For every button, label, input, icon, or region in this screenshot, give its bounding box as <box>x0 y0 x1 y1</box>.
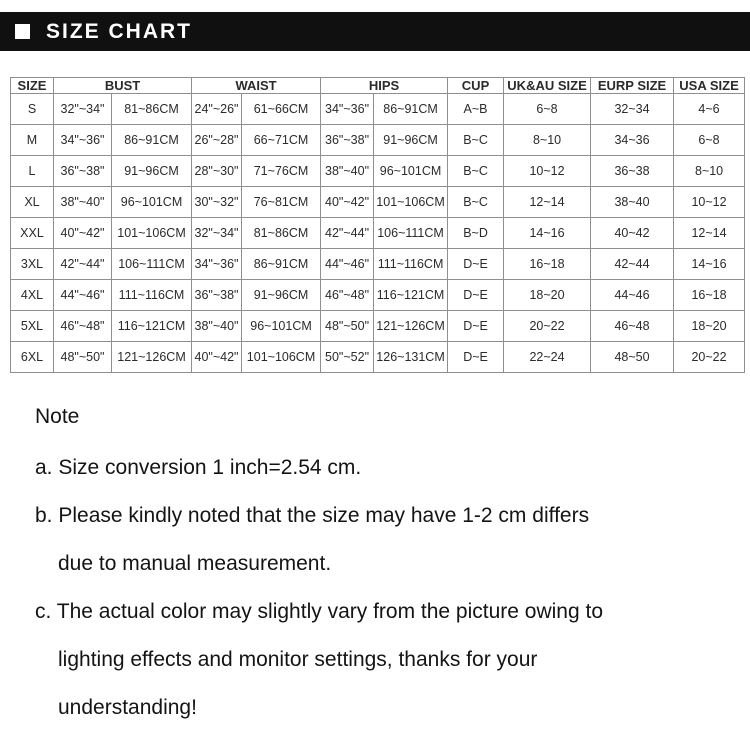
value-cell: 14~16 <box>674 249 745 280</box>
value-cell: 44~46 <box>591 280 674 311</box>
table-row <box>11 342 745 373</box>
value-cell: 14~16 <box>504 218 591 249</box>
value-cell: 116~121CM <box>112 311 192 342</box>
value-cell: 26"~28" <box>192 125 242 156</box>
value-cell: 30"~32" <box>192 187 242 218</box>
note-line: understanding! <box>58 696 197 719</box>
value-cell: B~D <box>448 218 504 249</box>
value-cell: 42~44 <box>591 249 674 280</box>
value-cell: 10~12 <box>504 156 591 187</box>
value-cell: 46"~48" <box>321 280 374 311</box>
size-cell: 3XL <box>11 249 54 280</box>
table-row <box>11 311 745 342</box>
size-cell: 5XL <box>11 311 54 342</box>
column-header-uk-au-size: UK&AU SIZE <box>504 78 591 94</box>
column-header-cup: CUP <box>448 78 504 94</box>
table-row <box>11 156 745 187</box>
value-cell: 34"~36" <box>192 249 242 280</box>
value-cell: 101~106CM <box>242 342 321 373</box>
value-cell: 44"~46" <box>54 280 112 311</box>
value-cell: 96~101CM <box>374 156 448 187</box>
value-cell: 121~126CM <box>374 311 448 342</box>
table-header-row <box>11 78 745 94</box>
table-body <box>11 94 745 373</box>
note-line: c. The actual color may slightly vary from the picture owing to <box>35 600 604 623</box>
size-cell: M <box>11 125 54 156</box>
value-cell: 18~20 <box>674 311 745 342</box>
note-line: b. Please kindly noted that the size may have 1-2 cm differs <box>35 504 590 527</box>
value-cell: 91~96CM <box>242 280 321 311</box>
value-cell: A~B <box>448 94 504 125</box>
size-cell: 4XL <box>11 280 54 311</box>
value-cell: 16~18 <box>674 280 745 311</box>
value-cell: 101~106CM <box>112 218 192 249</box>
table-row <box>11 249 745 280</box>
value-cell: 4~6 <box>674 94 745 125</box>
value-cell: 32"~34" <box>192 218 242 249</box>
notes-list <box>35 444 735 732</box>
table-row <box>11 94 745 125</box>
value-cell: 106~111CM <box>374 218 448 249</box>
value-cell: 44"~46" <box>321 249 374 280</box>
value-cell: D~E <box>448 342 504 373</box>
table-row <box>11 187 745 218</box>
page-title: SIZE CHART <box>46 19 192 43</box>
value-cell: B~C <box>448 156 504 187</box>
column-header-hips: HIPS <box>321 78 448 94</box>
value-cell: 116~121CM <box>374 280 448 311</box>
value-cell: 91~96CM <box>112 156 192 187</box>
value-cell: 96~101CM <box>112 187 192 218</box>
value-cell: 36"~38" <box>321 125 374 156</box>
value-cell: 46"~48" <box>54 311 112 342</box>
note-line: due to manual measurement. <box>58 552 332 575</box>
value-cell: 34"~36" <box>54 125 112 156</box>
value-cell: 126~131CM <box>374 342 448 373</box>
size-cell: XXL <box>11 218 54 249</box>
value-cell: 38"~40" <box>192 311 242 342</box>
table-row <box>11 125 745 156</box>
value-cell: 111~116CM <box>374 249 448 280</box>
square-bullet-icon <box>15 24 30 39</box>
value-cell: 61~66CM <box>242 94 321 125</box>
table-row <box>11 280 745 311</box>
value-cell: 91~96CM <box>374 125 448 156</box>
value-cell: 40"~42" <box>192 342 242 373</box>
value-cell: 8~10 <box>674 156 745 187</box>
column-header-eurp-size: EURP SIZE <box>591 78 674 94</box>
value-cell: 50"~52" <box>321 342 374 373</box>
size-cell: S <box>11 94 54 125</box>
notes-heading: Note <box>35 405 80 428</box>
value-cell: 38"~40" <box>321 156 374 187</box>
value-cell: 86~91CM <box>112 125 192 156</box>
value-cell: 86~91CM <box>374 94 448 125</box>
value-cell: D~E <box>448 311 504 342</box>
value-cell: 36~38 <box>591 156 674 187</box>
size-cell: L <box>11 156 54 187</box>
value-cell: 40"~42" <box>54 218 112 249</box>
value-cell: D~E <box>448 280 504 311</box>
value-cell: 48"~50" <box>54 342 112 373</box>
column-header-usa-size: USA SIZE <box>674 78 745 94</box>
column-header-waist: WAIST <box>192 78 321 94</box>
value-cell: 81~86CM <box>242 218 321 249</box>
value-cell: 6~8 <box>674 125 745 156</box>
size-cell: 6XL <box>11 342 54 373</box>
note-line: lighting effects and monitor settings, thanks for your <box>58 648 538 671</box>
value-cell: 20~22 <box>674 342 745 373</box>
value-cell: 121~126CM <box>112 342 192 373</box>
value-cell: 38"~40" <box>54 187 112 218</box>
value-cell: 8~10 <box>504 125 591 156</box>
value-cell: 106~111CM <box>112 249 192 280</box>
value-cell: 48"~50" <box>321 311 374 342</box>
value-cell: 96~101CM <box>242 311 321 342</box>
title-bar <box>0 12 750 51</box>
value-cell: 111~116CM <box>112 280 192 311</box>
value-cell: 42"~44" <box>54 249 112 280</box>
column-header-size: SIZE <box>11 78 54 94</box>
value-cell: 6~8 <box>504 94 591 125</box>
value-cell: 10~12 <box>674 187 745 218</box>
value-cell: B~C <box>448 125 504 156</box>
value-cell: 32~34 <box>591 94 674 125</box>
value-cell: 34"~36" <box>321 94 374 125</box>
value-cell: 48~50 <box>591 342 674 373</box>
table-row <box>11 218 745 249</box>
value-cell: 46~48 <box>591 311 674 342</box>
value-cell: 81~86CM <box>112 94 192 125</box>
value-cell: 42"~44" <box>321 218 374 249</box>
value-cell: 16~18 <box>504 249 591 280</box>
value-cell: 18~20 <box>504 280 591 311</box>
value-cell: 40~42 <box>591 218 674 249</box>
value-cell: 38~40 <box>591 187 674 218</box>
value-cell: B~C <box>448 187 504 218</box>
note-line: a. Size conversion 1 inch=2.54 cm. <box>35 456 362 479</box>
value-cell: D~E <box>448 249 504 280</box>
notes-section <box>35 393 735 732</box>
size-chart-table <box>10 77 745 373</box>
value-cell: 40"~42" <box>321 187 374 218</box>
value-cell: 71~76CM <box>242 156 321 187</box>
value-cell: 86~91CM <box>242 249 321 280</box>
value-cell: 101~106CM <box>374 187 448 218</box>
value-cell: 66~71CM <box>242 125 321 156</box>
value-cell: 20~22 <box>504 311 591 342</box>
value-cell: 22~24 <box>504 342 591 373</box>
value-cell: 12~14 <box>504 187 591 218</box>
value-cell: 36"~38" <box>192 280 242 311</box>
value-cell: 32"~34" <box>54 94 112 125</box>
value-cell: 28"~30" <box>192 156 242 187</box>
size-cell: XL <box>11 187 54 218</box>
value-cell: 36"~38" <box>54 156 112 187</box>
value-cell: 24"~26" <box>192 94 242 125</box>
value-cell: 12~14 <box>674 218 745 249</box>
value-cell: 76~81CM <box>242 187 321 218</box>
column-header-bust: BUST <box>54 78 192 94</box>
value-cell: 34~36 <box>591 125 674 156</box>
